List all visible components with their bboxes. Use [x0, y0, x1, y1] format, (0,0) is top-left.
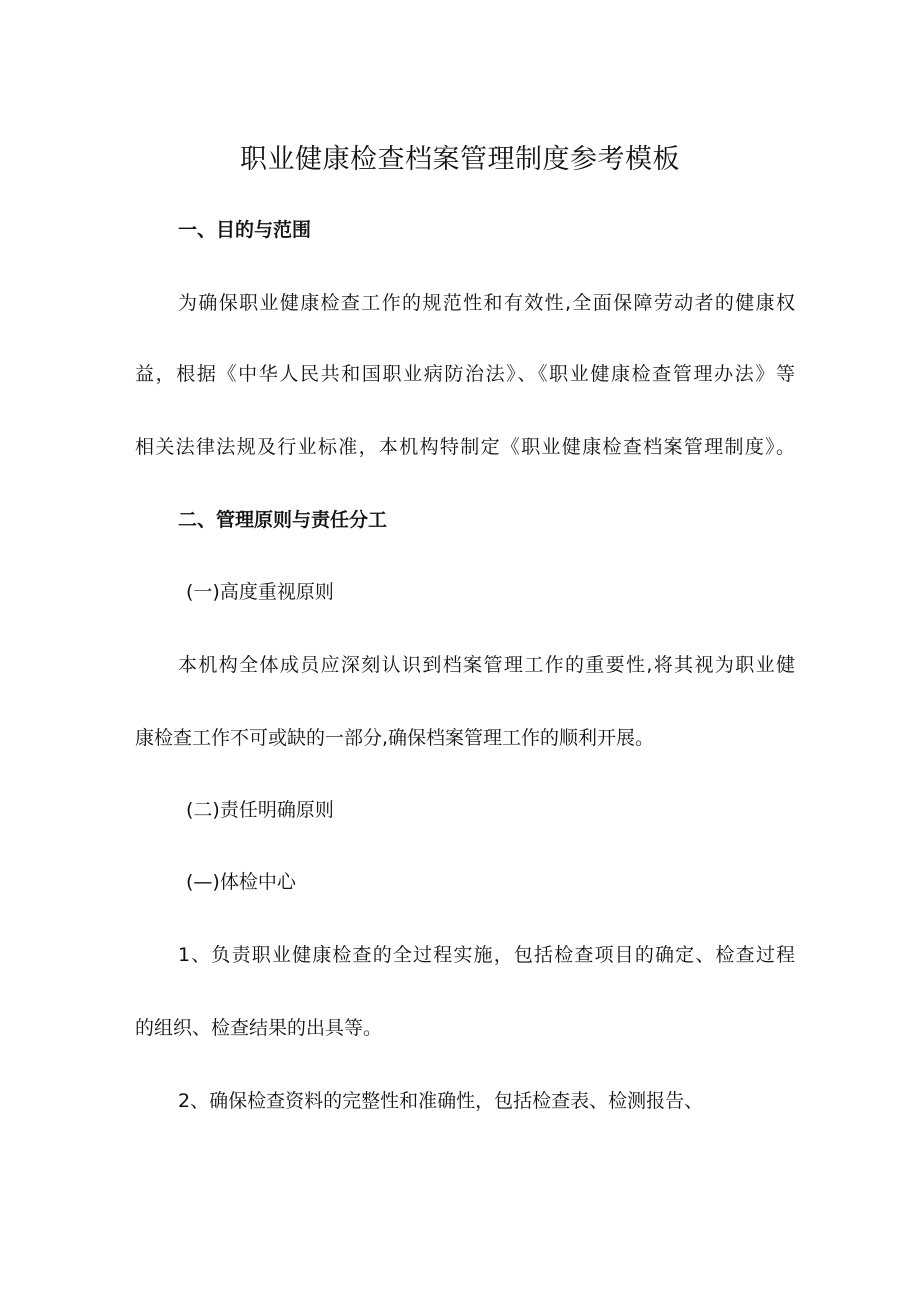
paragraph-line: 益，根据《中华人民共和国职业病防治法》、《职业健康检查管理办法》等 [135, 363, 795, 385]
list-item-line: 的组织、检查结果的出具等。 [135, 1017, 383, 1039]
document-title: 职业健康检查档案管理制度参考模板 [240, 144, 680, 175]
paragraph-line: 康检查工作不可或缺的一部分,确保档案管理工作的顺利开展。 [135, 727, 655, 749]
subheading-responsibility: (二)责任明确原则 [186, 799, 334, 821]
subheading-importance: (一)高度重视原则 [186, 581, 334, 603]
list-item-line: 1、负责职业健康检查的全过程实施，包括检查项目的确定、检查过程 [178, 944, 795, 966]
section-heading-principles: 二、管理原则与责任分工 [178, 509, 388, 531]
section-heading-purpose: 一、目的与范围 [178, 219, 312, 241]
list-item-line: 2、确保检查资料的完整性和准确性，包括检查表、检测报告、 [178, 1090, 704, 1112]
subheading-exam-center: (—)体检中心 [186, 871, 296, 893]
paragraph-line: 相关法律法规及行业标准，本机构特制定《职业健康检查档案管理制度》。 [135, 436, 795, 458]
paragraph-line: 为确保职业健康检查工作的规范性和有效性,全面保障劳动者的健康权 [178, 292, 795, 314]
paragraph-line: 本机构全体成员应深刻认识到档案管理工作的重要性,将其视为职业健 [178, 654, 795, 676]
